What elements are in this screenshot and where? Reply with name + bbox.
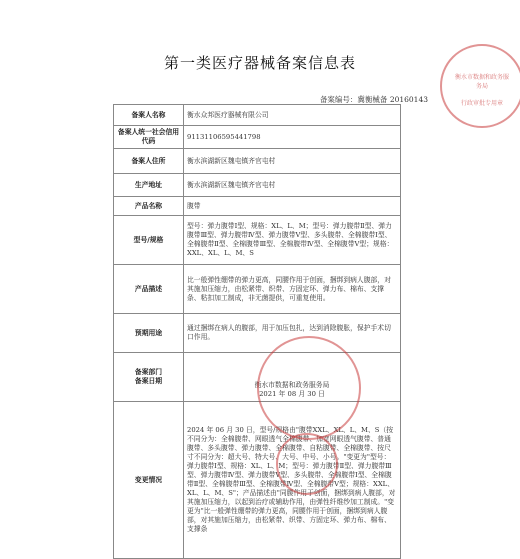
credit-code-value: 91131106595441798 [184,126,401,149]
intended-use-label: 预期用途 [114,314,184,353]
credit-code-label: 备案人统一社会信用代码 [114,126,184,149]
seal-sub-text: 行政审批专用章 [460,100,503,107]
department-value: 衡水市数据和政务服务局 [254,381,330,389]
table-row [114,105,401,126]
table-row [114,149,401,174]
production-address-label: 生产地址 [114,174,184,197]
product-name-label: 产品名称 [114,197,184,216]
intended-use-value: 通过捆绑在病人的腹部，用于加压包扎，达到消除腹胀，保护手术切口作用。 [184,314,401,353]
record-date-label: 备案日期 [134,377,163,385]
table-row [114,402,401,559]
document-title: 第一类医疗器械备案信息表 [163,54,356,72]
product-name-value: 腹带 [184,197,401,216]
official-seal-department [257,336,361,440]
department-label: 备案部门 [134,368,163,376]
change-history-label: 变更情况 [114,402,184,559]
table-row [114,216,401,265]
official-seal-top-right [440,44,520,128]
table-row [114,197,401,216]
table-row [114,314,401,353]
registrant-value: 衡水众邦医疗器械有限公司 [184,105,401,126]
model-spec-label: 型号/规格 [114,216,184,265]
seal-text: 衡水市数据和政务服务局 [454,74,509,90]
address-value: 衡水滨湖新区魏屯镇齐官屯村 [184,149,401,174]
product-description-value: 比一般弹性绷带的弹力更高，同腰作用于创面，捆绑到病人腹部，对其施加压缩力，由松紧带、织带、方固定环、弹力布、棉布、支撑条、粘扣加工制成，非无菌提供，可重复使用。 [184,265,401,314]
production-address-value: 衡水滨湖新区魏屯镇齐官屯村 [184,174,401,197]
table-row [114,265,401,314]
table-row [114,126,401,149]
change-history-value: 2024 年 06 月 30 日，型号/规格由"腹带XXL、XL、L、M、S（按不同分为：全棉腹带、网眼透气全棉腹带、加宽网眼透气腹带、普通腹带、多头腹带、弹力腹带、全棉腹带、自粘腹带、全棉腹带、按尺寸不同分为：超大号、特大号、大号、中号、小号。"变更为"型号：弹力腹带Ⅰ型、规格：XL、L、M；型号：弹力腹带Ⅱ型、弹力腹带Ⅲ型、弹力腹带Ⅳ型、弹力腹带Ⅴ型、多头腹带、全棉腹带Ⅰ型、全棉腹带Ⅱ型、全棉腹带Ⅲ型、全棉腹带Ⅳ型、全棉腹带Ⅴ型；规格：XXL、XL、L、M、S"；产品描述由"同腰作用于创面，捆绑到病人腹部，对其施加压缩力，以起到治疗或辅助作用，由弹性纤维纱加工制成。"变更为"比一般弹性绷带的弹力更高，同腰作用于创面，捆绑到病人腹部，对其施加压缩力，由松紧带、织带、方固定环、弹力布、棉布、支撑条 [184,402,401,559]
official-seal-change [276,433,338,495]
record-info-table [113,104,401,559]
dept-date-label [114,353,184,402]
table-row [114,174,401,197]
record-number: 备案编号：冀衡械备 20160143 [319,95,428,104]
address-label: 备案人住所 [114,149,184,174]
model-spec-value: 型号：弹力腹带Ⅰ型、规格：XL、L、M；型号：弹力腹带Ⅱ型、弹力腹带Ⅲ型、弹力腹带Ⅳ型、弹力腹带Ⅴ型、多头腹带、全棉腹带Ⅰ型、全棉腹带Ⅱ型、全棉腹带Ⅲ型、全棉腹带Ⅳ型、全棉腹带Ⅴ型；规格：XXL、XL、L、M、S [184,216,401,265]
registrant-label: 备案人名称 [114,105,184,126]
record-date-value: 2021 年 08 月 30 日 [259,390,325,398]
product-description-label: 产品描述 [114,265,184,314]
